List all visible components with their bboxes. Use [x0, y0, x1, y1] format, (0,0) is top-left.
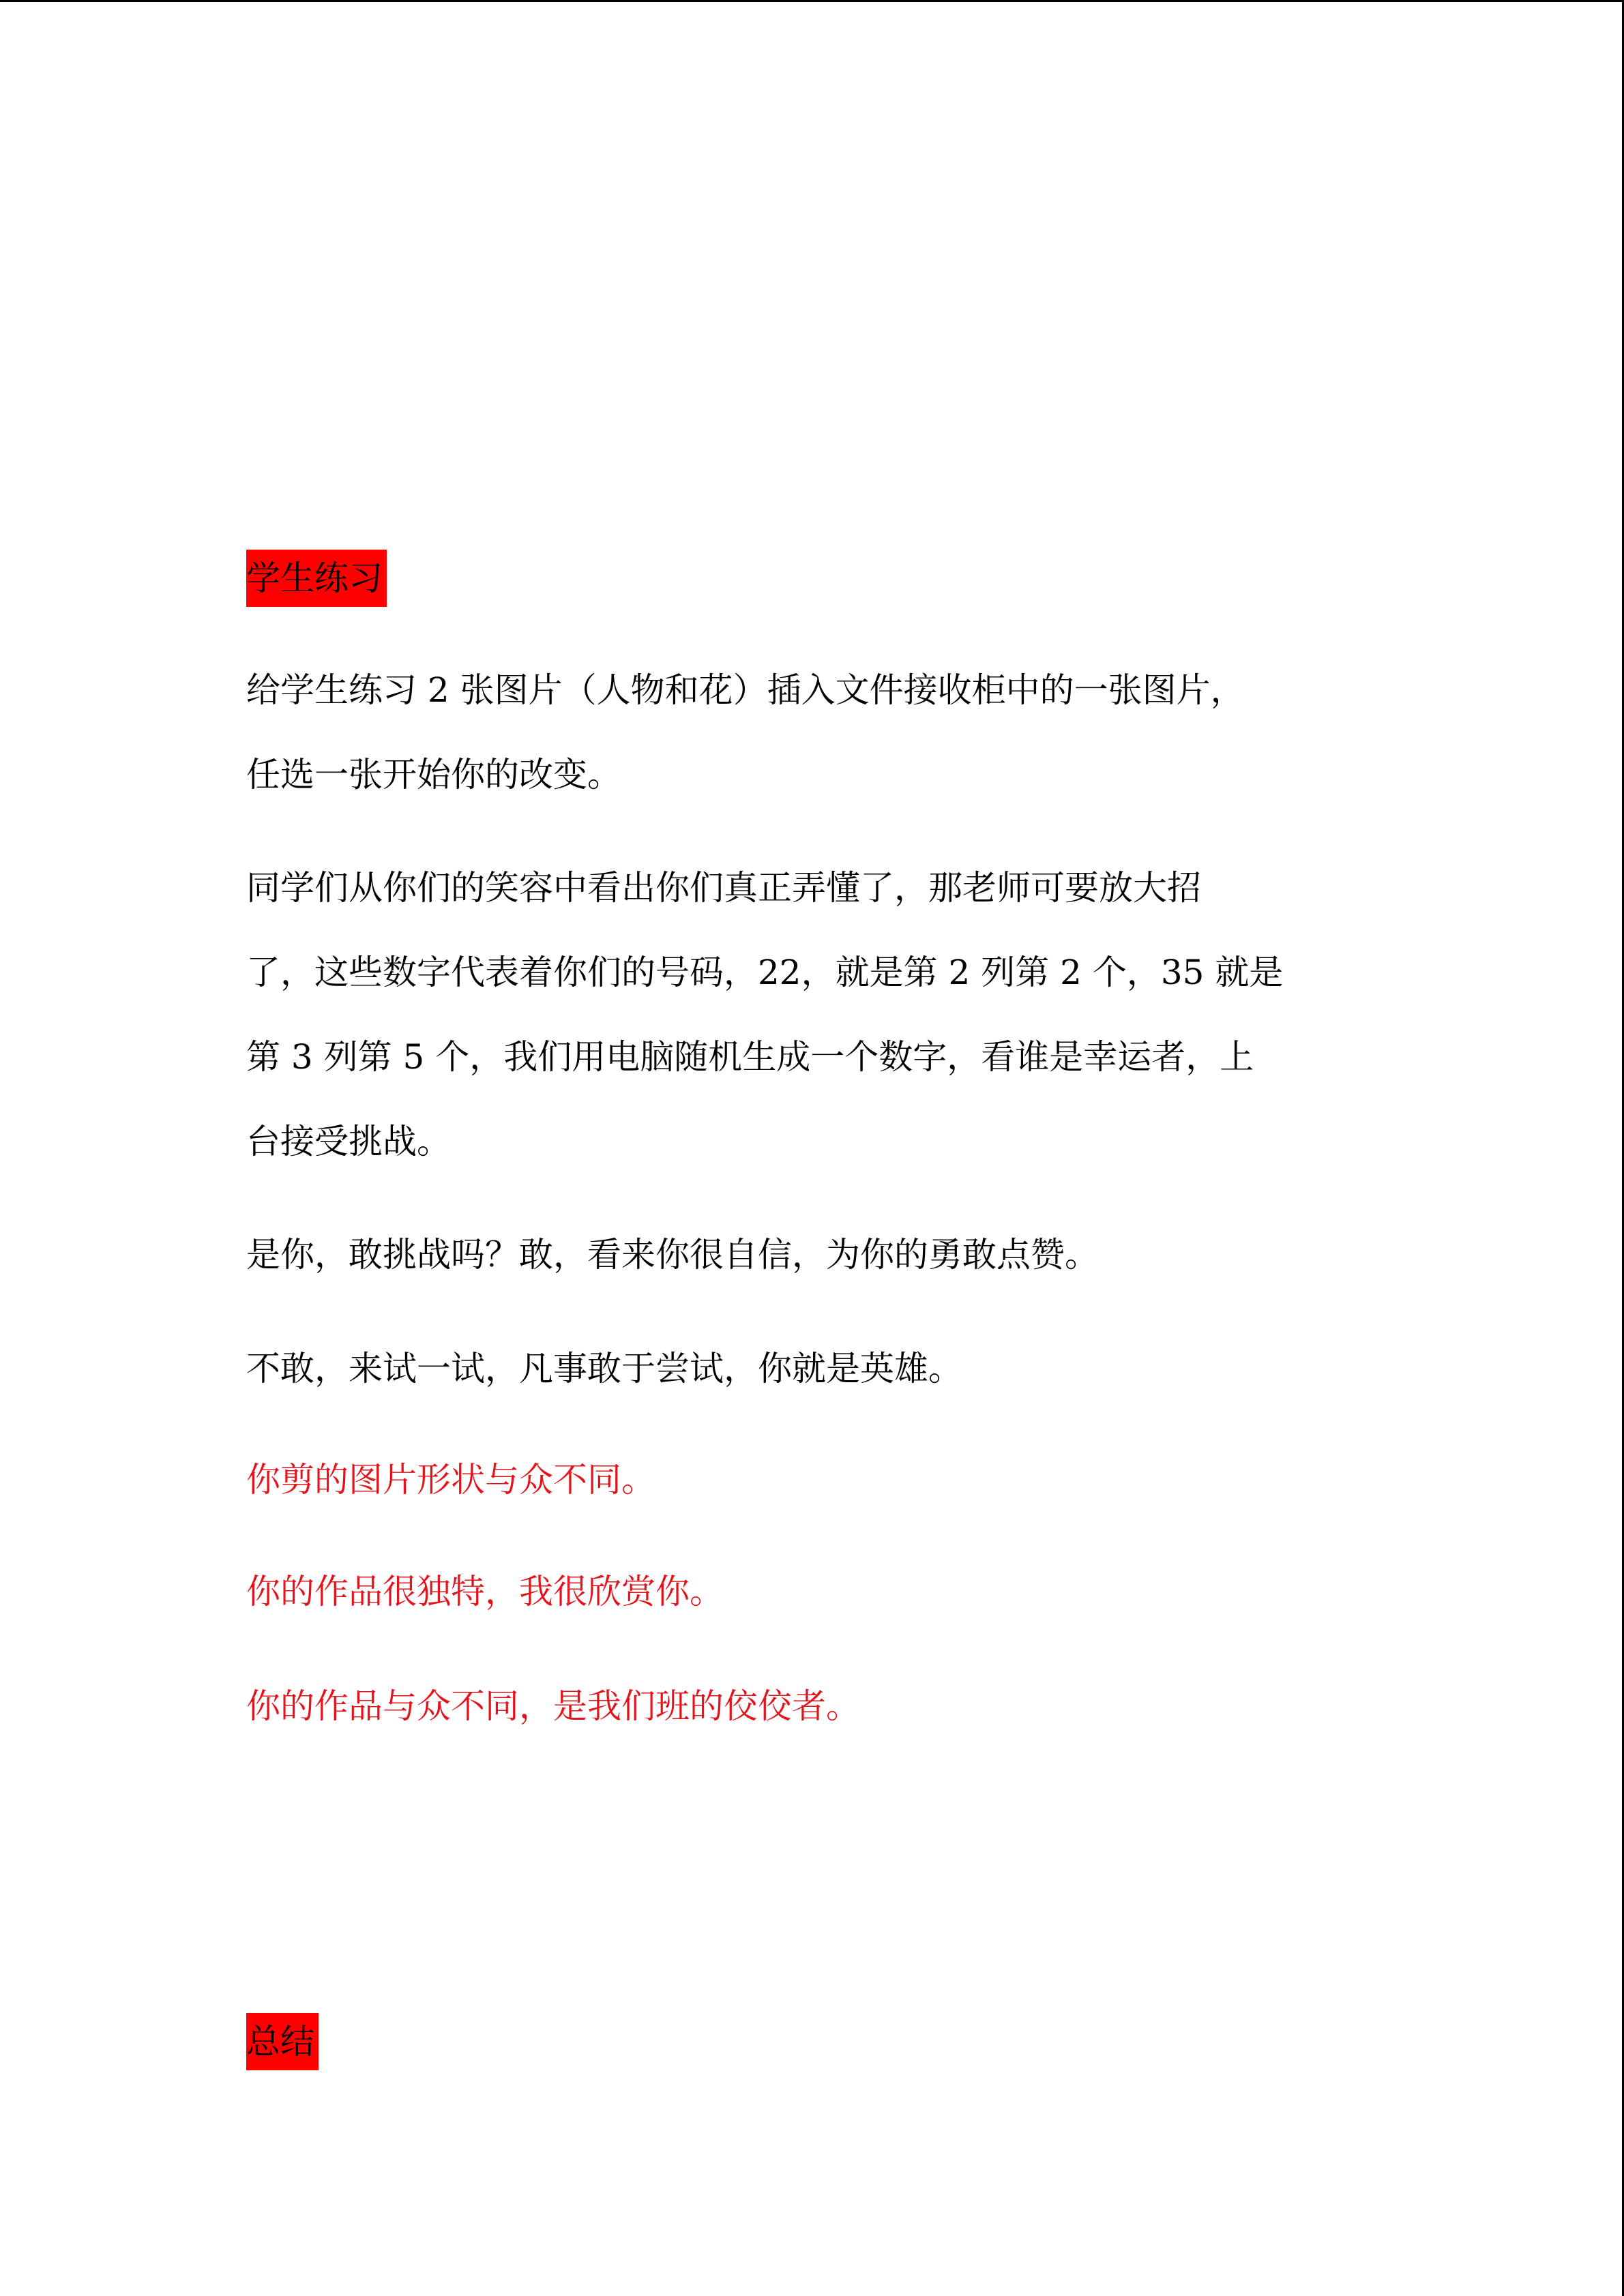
praise-text: 你的作品与众不同，是我们班的佼佼者。	[246, 1686, 860, 1726]
paragraph-line: 了，这些数字代表着你们的号码，22，就是第 2 列第 2 个，35 就是	[246, 953, 1284, 992]
praise-text: 你的作品很独特，我很欣赏你。	[246, 1572, 724, 1611]
paragraph-line: 同学们从你们的笑容中看出你们真正弄懂了，那老师可要放大招	[246, 868, 1201, 908]
practice-paragraph-1	[246, 648, 1378, 817]
page-border-top	[0, 0, 1624, 2]
practice-paragraph-2	[246, 846, 1378, 1184]
practice-heading: 学生练习	[246, 550, 387, 607]
practice-paragraph-3	[246, 1212, 1378, 1297]
practice-paragraph-4	[246, 1326, 1378, 1411]
paragraph-line: 任选一张开始你的改变。	[246, 755, 621, 794]
paragraph-line: 第 3 列第 5 个，我们用电脑随机生成一个数字，看谁是幸运者，上	[246, 1037, 1254, 1077]
paragraph-line: 给学生练习 2 张图片（人物和花）插入文件接收柜中的一张图片，	[246, 670, 1245, 710]
praise-line-1	[246, 1437, 1378, 1522]
summary-heading: 总结	[246, 2013, 319, 2070]
paragraph-line: 是你，敢挑战吗？敢，看来你很自信，为你的勇敢点赞。	[246, 1235, 1099, 1274]
paragraph-line: 台接受挑战。	[246, 1122, 451, 1161]
paragraph-line: 不敢，来试一试，凡事敢于尝试，你就是英雄。	[246, 1349, 962, 1388]
praise-line-2	[246, 1549, 1378, 1634]
praise-line-3	[246, 1664, 1378, 1748]
praise-text: 你剪的图片形状与众不同。	[246, 1460, 655, 1500]
